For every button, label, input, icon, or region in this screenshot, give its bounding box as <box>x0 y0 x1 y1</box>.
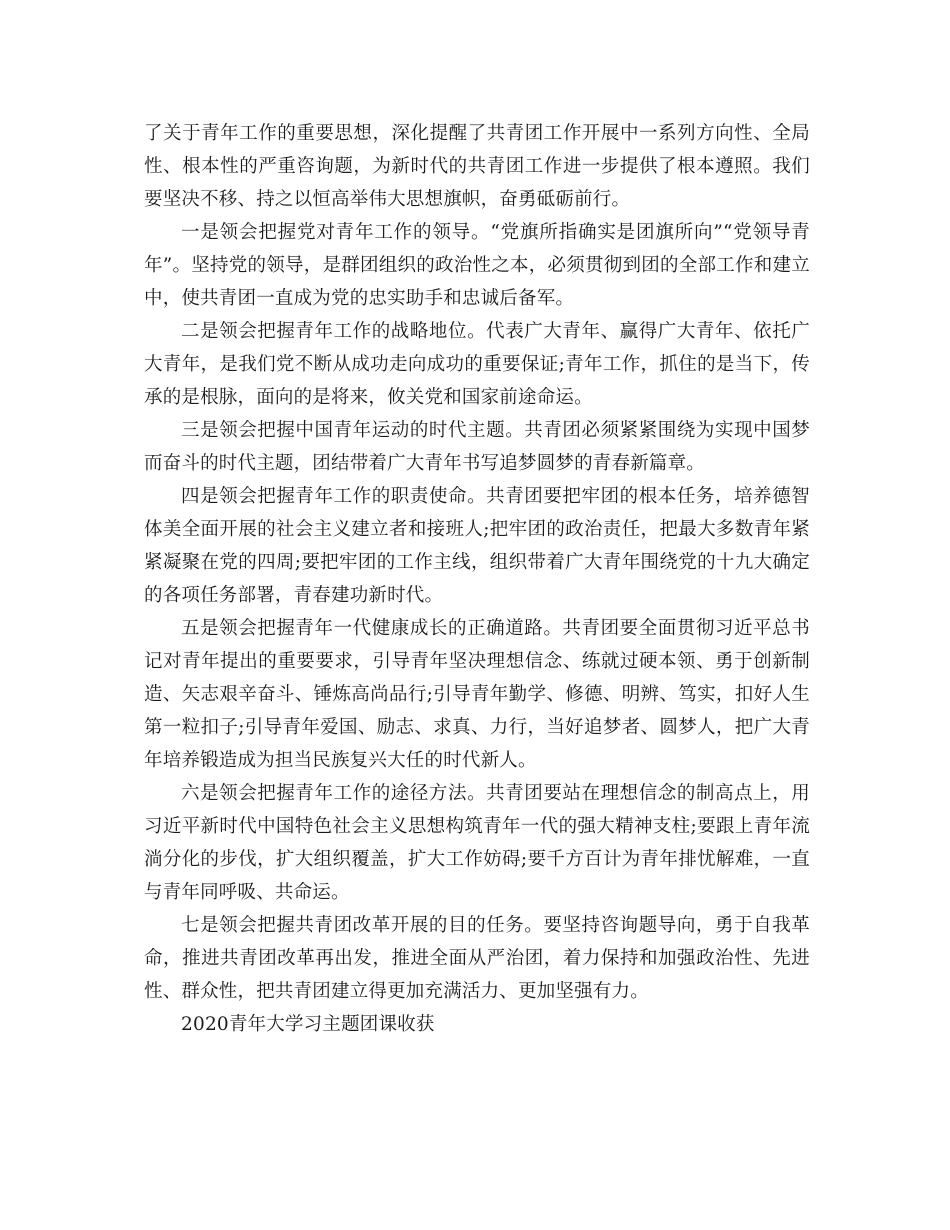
document-body <box>144 117 810 1041</box>
paragraph-point-2: 二是领会把握青年工作的战略地位。代表广大青年、赢得广大青年、依托广大青年，是我们党不断从成功走向成功的重要保证;青年工作，抓住的是当下，传承的是根脉，面向的是将来，攸关党和国家前途命运。 <box>144 321 810 408</box>
paragraph-point-1: 一是领会把握党对青年工作的领导。“党旗所指确实是团旗所向”“党领导青年”。坚持党的领导，是群团组织的政治性之本，必须贯彻到团的全部工作和建立中，使共青团一直成为党的忠实助手和忠诚后备军。 <box>144 222 810 309</box>
paragraph-point-5: 五是领会把握青年一代健康成长的正确道路。共青团要全面贯彻习近平总书记对青年提出的重要要求，引导青年坚决理想信念、练就过硬本领、勇于创新制造、矢志艰辛奋斗、锤炼高尚品行;引导青年勤学、修德、明辨、笃实，扣好人生第一粒扣子;引导青年爱国、励志、求真、力行，当好追梦者、圆梦人，把广大青年培养锻造成为担当民族复兴大任的时代新人。 <box>144 618 810 771</box>
paragraph-point-3: 三是领会把握中国青年运动的时代主题。共青团必须紧紧围绕为实现中国梦而奋斗的时代主题，团结带着广大青年书写追梦圆梦的青春新篇章。 <box>144 420 810 474</box>
paragraph-point-7: 七是领会把握共青团改革开展的目的任务。要坚持咨询题导向，勇于自我革命，推进共青团改革再出发，推进全面从严治团，着力保持和加强政治性、先进性、群众性，把共青团建立得更加充满活力、更加坚强有力。 <box>144 915 810 1002</box>
paragraph-point-4: 四是领会把握青年工作的职责使命。共青团要把牢团的根本任务，培养德智体美全面开展的社会主义建立者和接班人;把牢团的政治责任，把最大多数青年紧紧凝聚在党的四周;要把牢团的工作主线，组织带着广大青年围绕党的十九大确定的各项任务部署，青春建功新时代。 <box>144 486 810 606</box>
paragraph-intro: 了关于青年工作的重要思想，深化提醒了共青团工作开展中一系列方向性、全局性、根本性的严重咨询题，为新时代的共青团工作进一步提供了根本遵照。我们要坚决不移、持之以恒高举伟大思想旗帜，奋勇砥砺前行。 <box>144 123 810 210</box>
paragraph-point-6: 六是领会把握青年工作的途径方法。共青团要站在理想信念的制高点上，用习近平新时代中国特色社会主义思想构筑青年一代的强大精神支柱;要跟上青年流淌分化的步伐，扩大组织覆盖，扩大工作妨碍;要千方百计为青年排忧解难，一直与青年同呼吸、共命运。 <box>144 783 810 903</box>
closing-heading: 2020青年大学习主题团课收获 <box>181 1014 435 1035</box>
